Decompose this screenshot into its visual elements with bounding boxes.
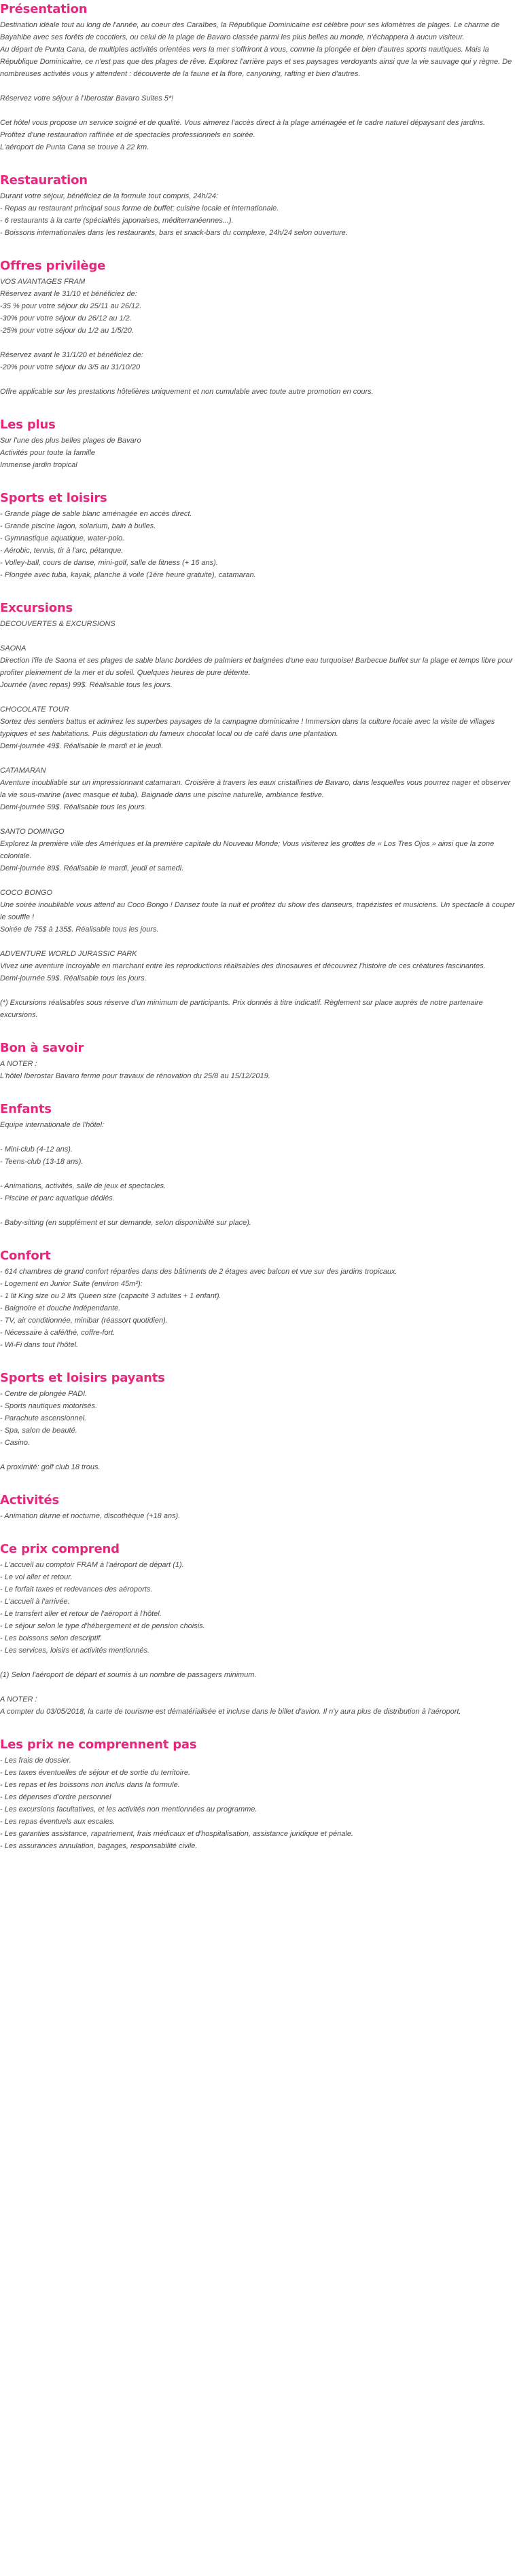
section-title: Activités bbox=[0, 1493, 60, 1507]
text-block bbox=[0, 1693, 515, 1718]
text-line: Vivez une aventure incroyable en marchant entre les reproductions réalisables des dinosaures et découvrez l'histoire de ces créatures fascinantes. bbox=[0, 962, 486, 970]
text-line: VOS AVANTAGES FRAM bbox=[0, 278, 86, 286]
text-line: Aventure inoubliable sur un impressionnant catamaran. Croisière à travers les eaux cristallines de Bavaro, dans lesquelles vous pourrez nager et observer la vie sous-marine (avec masque et tuba). Baignade dans une piscine naturelle, ambiance festive. bbox=[0, 779, 511, 799]
section-title: Sports et loisirs payants bbox=[0, 1371, 165, 1385]
paragraph-spacer bbox=[0, 1168, 515, 1180]
text-block bbox=[0, 1559, 515, 1657]
text-line: - Casino. bbox=[0, 1439, 31, 1447]
text-block bbox=[0, 1058, 515, 1082]
text-line: - Les assurances annulation, bagages, responsabilité civile. bbox=[0, 1842, 198, 1850]
text-line: - Logement en Junior Suite (environ 45m²): bbox=[0, 1280, 143, 1288]
paragraph-spacer bbox=[0, 1657, 515, 1669]
text-line: (*) Excursions réalisables sous réserve d'un minimum de participants. Prix donnés à titre indicatif. Règlement sur place auprès de notre partenaire excursions. bbox=[0, 999, 483, 1019]
text-line: Soirée de 75$ à 135$. Réalisable tous les jours. bbox=[0, 925, 159, 934]
text-line: - Les taxes éventuelles de séjour et de sortie du territoire. bbox=[0, 1769, 191, 1777]
section-8 bbox=[0, 1247, 515, 1351]
section-12 bbox=[0, 1735, 515, 1852]
section-2 bbox=[0, 257, 515, 398]
text-block bbox=[0, 117, 515, 153]
text-line: - L'accueil au comptoir FRAM à l'aéroport de départ (1). bbox=[0, 1561, 184, 1569]
section-10 bbox=[0, 1491, 515, 1522]
text-line: - Le séjour selon le type d'hébergement et de pension choisis. bbox=[0, 1622, 205, 1630]
section-title: Bon à savoir bbox=[0, 1041, 84, 1055]
text-line: - Les boissons selon descriptif. bbox=[0, 1634, 103, 1642]
text-line: DECOUVERTES & EXCURSIONS bbox=[0, 620, 116, 628]
paragraph-spacer bbox=[0, 985, 515, 997]
text-line: - 1 lit King size ou 2 lits Queen size (capacité 3 adultes + 1 enfant). bbox=[0, 1292, 221, 1300]
paragraph-spacer bbox=[0, 630, 515, 642]
text-line: - Le transfert aller et retour de l'aéroport à l'hôtel. bbox=[0, 1610, 162, 1618]
text-line: -20% pour votre séjour du 3/5 au 31/10/20 bbox=[0, 363, 141, 371]
text-line: - Boissons internationales dans les restaurants, bars et snack-bars du complexe, 24h/24 selon ouverture. bbox=[0, 229, 348, 237]
section-4 bbox=[0, 489, 515, 581]
section-title: Présentation bbox=[0, 2, 88, 16]
text-block bbox=[0, 1754, 515, 1852]
section-title: Confort bbox=[0, 1249, 51, 1263]
text-line: SANTO DOMINGO bbox=[0, 828, 65, 836]
text-block bbox=[0, 19, 515, 80]
text-line: - TV, air conditionnée, minibar (réassort quotidien). bbox=[0, 1317, 168, 1325]
paragraph-spacer bbox=[0, 337, 515, 349]
text-line: Profitez d'une restauration raffinée et de spectacles professionnels en soirée. bbox=[0, 131, 255, 139]
text-block bbox=[0, 1119, 515, 1131]
text-block bbox=[0, 1461, 515, 1473]
text-line: -25% pour votre séjour du 1/2 au 1/5/20. bbox=[0, 327, 134, 335]
text-block bbox=[0, 887, 515, 936]
text-line: A NOTER : bbox=[0, 1060, 37, 1068]
text-block bbox=[0, 642, 515, 691]
section-title: Les plus bbox=[0, 418, 56, 432]
text-line: Activités pour toute la famille bbox=[0, 449, 96, 457]
section-title: Enfants bbox=[0, 1102, 52, 1116]
text-line: - Les garanties assistance, rapatriement, frais médicaux et d'hospitalisation, assistance juridique et pénale. bbox=[0, 1830, 353, 1838]
text-line: - 6 restaurants à la carte (spécialités japonaises, méditerranéennes...). bbox=[0, 217, 234, 225]
section-title: Ce prix comprend bbox=[0, 1542, 120, 1556]
paragraph-spacer bbox=[0, 1449, 515, 1461]
section-11 bbox=[0, 1540, 515, 1718]
text-block bbox=[0, 703, 515, 752]
text-line: - Les excursions facultatives, et les activités non mentionnées au programme. bbox=[0, 1805, 258, 1814]
text-line: - Sports nautiques motorisés. bbox=[0, 1402, 98, 1410]
section-title: Offres privilège bbox=[0, 259, 106, 273]
section-title: Restauration bbox=[0, 173, 88, 187]
text-block bbox=[0, 1388, 515, 1449]
text-line: Réservez avant le 31/1/20 et bénéficiez de: bbox=[0, 351, 143, 359]
paragraph-spacer bbox=[0, 691, 515, 703]
text-line: - 614 chambres de grand confort réparties dans des bâtiments de 2 étages avec balcon et vue sur des jardins tropicaux. bbox=[0, 1268, 397, 1276]
text-line: Journée (avec repas) 99$. Réalisable tous les jours. bbox=[0, 681, 173, 689]
text-block bbox=[0, 1266, 515, 1351]
text-line: Au départ de Punta Cana, de multiples activités orientées vers la mer s'offriront à vous, comme la plongée et bien d'autres sports nautiques. Mais la République Dominicaine, ce n'est pas que des plages de rêve. Explorez l'arrière pays et ses paysages verdoyants ainsi que la vie sauvage qui y règne. De nombreuses activités vous y attendent : découverte de la faune et la flore, canyoning, rafting et bien d'autres. bbox=[0, 45, 512, 78]
text-line: - Le forfait taxes et redevances des aéroports. bbox=[0, 1585, 153, 1594]
text-line: - Wi-Fi dans tout l'hôtel. bbox=[0, 1341, 79, 1349]
text-block bbox=[0, 1510, 515, 1522]
text-block bbox=[0, 765, 515, 813]
text-block bbox=[0, 1669, 515, 1681]
text-block bbox=[0, 276, 515, 337]
text-line: - Les dépenses d'ordre personnel bbox=[0, 1793, 111, 1801]
text-block bbox=[0, 618, 515, 630]
text-line: - Animations, activités, salle de jeux et spectacles. bbox=[0, 1182, 166, 1190]
text-line: Demi-journée 49$. Réalisable le mardi et le jeudi. bbox=[0, 742, 164, 750]
paragraph-spacer bbox=[0, 752, 515, 765]
text-line: - Le vol aller et retour. bbox=[0, 1573, 73, 1581]
paragraph-spacer bbox=[0, 373, 515, 386]
text-line: - Mini-club (4-12 ans). bbox=[0, 1145, 73, 1154]
text-line: Durant votre séjour, bénéficiez de la formule tout compris, 24h/24: bbox=[0, 192, 219, 200]
text-line: - Animation diurne et nocturne, discothèque (+18 ans). bbox=[0, 1512, 181, 1520]
text-line: - Piscine et parc aquatique dédiés. bbox=[0, 1194, 115, 1202]
text-line: - Les services, loisirs et activités mentionnés. bbox=[0, 1646, 150, 1655]
paragraph-spacer bbox=[0, 105, 515, 117]
text-line: CHOCOLATE TOUR bbox=[0, 705, 69, 714]
text-line: Offre applicable sur les prestations hôtelières uniquement et non cumulable avec toute autre promotion en cours. bbox=[0, 388, 374, 396]
text-line: - Repas au restaurant principal sous forme de buffet: cuisine locale et internationale. bbox=[0, 204, 279, 213]
text-line: Explorez la première ville des Amériques et la première capitale du Nouveau Monde; Vous visiterez les grottes de « Los Tres Ojos » ainsi que la zone coloniale. bbox=[0, 840, 495, 860]
text-line: Sur l'une des plus belles plages de Bavaro bbox=[0, 437, 141, 445]
text-line: - Grande piscine lagon, solarium, bain à bulles. bbox=[0, 522, 156, 530]
text-line: Réservez votre séjour à l'Iberostar Bavaro Suites 5*! bbox=[0, 94, 174, 103]
text-line: - Plongée avec tuba, kayak, planche à voile (1ère heure gratuite), catamaran. bbox=[0, 571, 256, 579]
text-line: Immense jardin tropical bbox=[0, 461, 77, 469]
text-block bbox=[0, 826, 515, 875]
text-line: Une soirée inoubliable vous attend au Coco Bongo ! Dansez toute la nuit et profitez du show des danseurs, trapézistes et musiciens. Un spectacle à couper le souffle ! bbox=[0, 901, 515, 921]
text-line: L'aéroport de Punta Cana se trouve à 22 km. bbox=[0, 143, 149, 151]
text-line: - Aérobic, tennis, tir à l'arc, pétanque. bbox=[0, 547, 124, 555]
text-line: - Parachute ascensionnel. bbox=[0, 1414, 87, 1422]
text-line: Sortez des sentiers battus et admirez les superbes paysages de la campagne dominicaine ! Immersion dans la culture locale avec la visite de villages typiques et ses habitations. Puis dégustation du fameux chocolat local ou de café dans une plantation. bbox=[0, 718, 495, 738]
section-1 bbox=[0, 171, 515, 239]
text-block bbox=[0, 948, 515, 985]
text-line: Equipe internationale de l'hôtel: bbox=[0, 1121, 105, 1129]
section-title: Excursions bbox=[0, 601, 73, 615]
text-block bbox=[0, 1143, 515, 1168]
text-line: A proximité: golf club 18 trous. bbox=[0, 1463, 101, 1471]
text-line: Direction l'île de Saona et ses plages de sable blanc bordées de palmiers et baignées d'une eau turquoise! Barbecue buffet sur la plage et temps libre pour profiter pleinement de la mer et du soleil. Quelques heures de pure détente. bbox=[0, 657, 513, 677]
text-block bbox=[0, 92, 515, 105]
paragraph-spacer bbox=[0, 813, 515, 826]
paragraph-spacer bbox=[0, 1131, 515, 1143]
text-block bbox=[0, 386, 515, 398]
text-block bbox=[0, 190, 515, 239]
text-line: -30% pour votre séjour du 26/12 au 1/2. bbox=[0, 314, 132, 323]
text-line: (1) Selon l'aéroport de départ et soumis à un nombre de passagers minimum. bbox=[0, 1671, 257, 1679]
paragraph-spacer bbox=[0, 875, 515, 887]
section-title: Les prix ne comprennent pas bbox=[0, 1737, 197, 1752]
text-block bbox=[0, 1180, 515, 1204]
paragraph-spacer bbox=[0, 936, 515, 948]
text-line: - Les repas et les boissons non inclus dans la formule. bbox=[0, 1781, 180, 1789]
text-line: Demi-journée 89$. Réalisable le mardi, jeudi et samedi. bbox=[0, 864, 184, 872]
section-title: Sports et loisirs bbox=[0, 491, 107, 505]
text-line: - Teens-club (13-18 ans). bbox=[0, 1158, 84, 1166]
text-line: Cet hôtel vous propose un service soigné et de qualité. Vous aimerez l'accès direct à la plage aménagée et le cadre naturel dépaysant des jardins. bbox=[0, 119, 486, 127]
text-line: - Les repas éventuels aux escales. bbox=[0, 1818, 116, 1826]
paragraph-spacer bbox=[0, 1204, 515, 1217]
text-line: Demi-journée 59$. Réalisable tous les jours. bbox=[0, 803, 147, 811]
text-line: - Nécessaire à café/thé, coffre-fort. bbox=[0, 1329, 116, 1337]
text-line: A compter du 03/05/2018, la carte de tourisme est dématérialisée et incluse dans le billet d'avion. Il n'y aura plus de distribution à l'aéroport. bbox=[0, 1708, 461, 1716]
text-line: Destination idéale tout au long de l'année, au coeur des Caraïbes, la République Dominicaine est célèbre pour ses kilomètres de plages. Le charme de Bayahibe avec ses forêts de cocotiers, ou celui de la plage de Bavaro classée parmi les plus belles au monde, n'échappera à aucun visiteur. bbox=[0, 21, 500, 41]
text-line: ADVENTURE WORLD JURASSIC PARK bbox=[0, 950, 137, 958]
paragraph-spacer bbox=[0, 1681, 515, 1693]
section-3 bbox=[0, 416, 515, 471]
section-0 bbox=[0, 0, 515, 153]
text-line: - Centre de plongée PADI. bbox=[0, 1390, 88, 1398]
text-line: - Baby-sitting (en supplément et sur demande, selon disponibilité sur place). bbox=[0, 1219, 251, 1227]
text-line: - Les frais de dossier. bbox=[0, 1756, 71, 1765]
text-block bbox=[0, 435, 515, 471]
section-7 bbox=[0, 1100, 515, 1229]
paragraph-spacer bbox=[0, 80, 515, 92]
text-line: -35 % pour votre séjour du 25/11 au 26/12. bbox=[0, 302, 142, 310]
text-line: A NOTER : bbox=[0, 1695, 37, 1704]
text-line: Réservez avant le 31/10 et bénéficiez de: bbox=[0, 290, 137, 298]
text-block bbox=[0, 1217, 515, 1229]
section-6 bbox=[0, 1039, 515, 1082]
text-line: Demi-journée 59$. Réalisable tous les jours. bbox=[0, 974, 147, 982]
text-block bbox=[0, 508, 515, 581]
text-block bbox=[0, 997, 515, 1021]
text-block bbox=[0, 349, 515, 373]
text-line: CATAMARAN bbox=[0, 767, 46, 775]
section-5 bbox=[0, 599, 515, 1021]
text-line: SAONA bbox=[0, 644, 26, 652]
text-line: - L'accueil à l'arrivée. bbox=[0, 1598, 70, 1606]
text-line: L'hôtel Iberostar Bavaro ferme pour travaux de rénovation du 25/8 au 15/12/2019. bbox=[0, 1072, 270, 1080]
text-line: - Baignoire et douche indépendante. bbox=[0, 1304, 121, 1312]
text-line: - Gymnastique aquatique, water-polo. bbox=[0, 534, 125, 542]
text-line: - Grande plage de sable blanc aménagée en accès direct. bbox=[0, 510, 192, 518]
text-line: - Spa, salon de beauté. bbox=[0, 1427, 77, 1435]
text-line: COCO BONGO bbox=[0, 889, 53, 897]
text-line: - Volley-ball, cours de danse, mini-golf, salle de fitness (+ 16 ans). bbox=[0, 559, 218, 567]
section-9 bbox=[0, 1369, 515, 1473]
